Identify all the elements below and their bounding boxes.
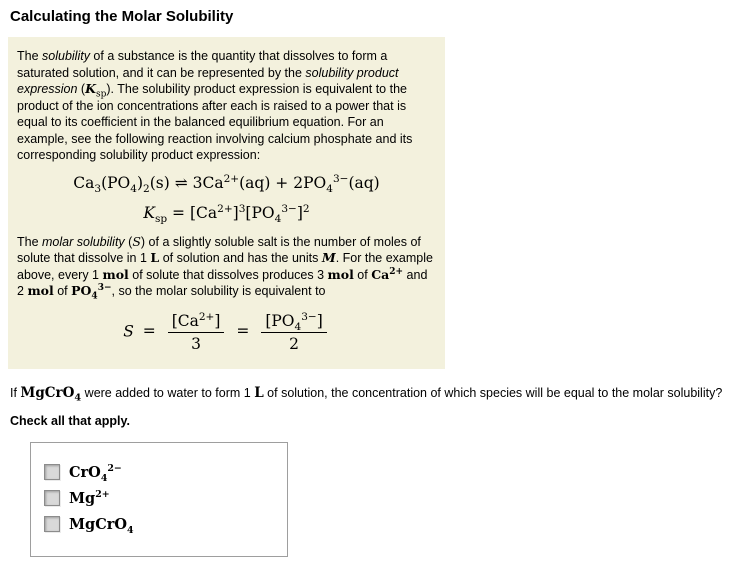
checkbox-mgcro4[interactable] <box>44 516 60 532</box>
question-instruction: Check all that apply. <box>10 413 130 428</box>
page-title: Calculating the Molar Solubility <box>10 8 234 25</box>
intro-paragraph-1: The solubility of a substance is the quantity that dissolves to form a saturated solution, and it can be represented by the solubility product expression $(K_{sp})$. The solubility product expression is equivalent to the product of the ion concentrations after each is raised to a power that is equal to its coefficient in the balanced equilibrium equation. For an example, see the following reaction involving calcium phosphate and its corresponding solubility product expression: <box>17 49 413 162</box>
choice-label-mg: $Mg^{2+}$ <box>69 488 110 507</box>
equation-molar-solubility: S = $\frac{[Ca^{2+}]}{3}$ = $\frac{[PO_4^{3-}]}{2}$ <box>17 312 436 353</box>
answer-choices-box <box>30 442 288 557</box>
intro-paragraph-2: The molar solubility (S) of a slightly soluble salt is the number of moles of solute that dissolve in 1 L of solution and has the units M. For the example above, every 1 mol of solute that dissolves produces 3 mol of $Ca^{2+}$ and 2 mol of $PO_4^{3-}$, so the molar solubility is equivalent to <box>17 233 433 302</box>
equation-dissolution-reaction: $Ca_3(PO_4)_2(s)$ ⇌ $3Ca^{2+}(aq) + 2PO_4^{3-}(aq)$ <box>73 172 380 195</box>
choice-row-mgcro4[interactable] <box>44 515 287 536</box>
intro-box <box>8 37 445 369</box>
choice-row-cro4[interactable] <box>44 462 287 484</box>
checkbox-mg[interactable] <box>44 490 60 506</box>
equation-ksp-expression: $K_{sp} = [Ca^{2+}]^3[PO_4^{3-}]^2$ <box>143 202 310 225</box>
checkbox-cro4[interactable] <box>44 464 60 480</box>
question-prompt: If MgCrO$_4$ were added to water to form 1 L of solution, the concentration of which species will be equal to the molar solubility? <box>10 384 723 404</box>
choice-label-mgcro4: MgCrO$_4$ <box>69 515 134 536</box>
choice-label-cro4: CrO$_4^{2-}$ <box>69 462 122 484</box>
choice-row-mg[interactable] <box>44 490 287 507</box>
